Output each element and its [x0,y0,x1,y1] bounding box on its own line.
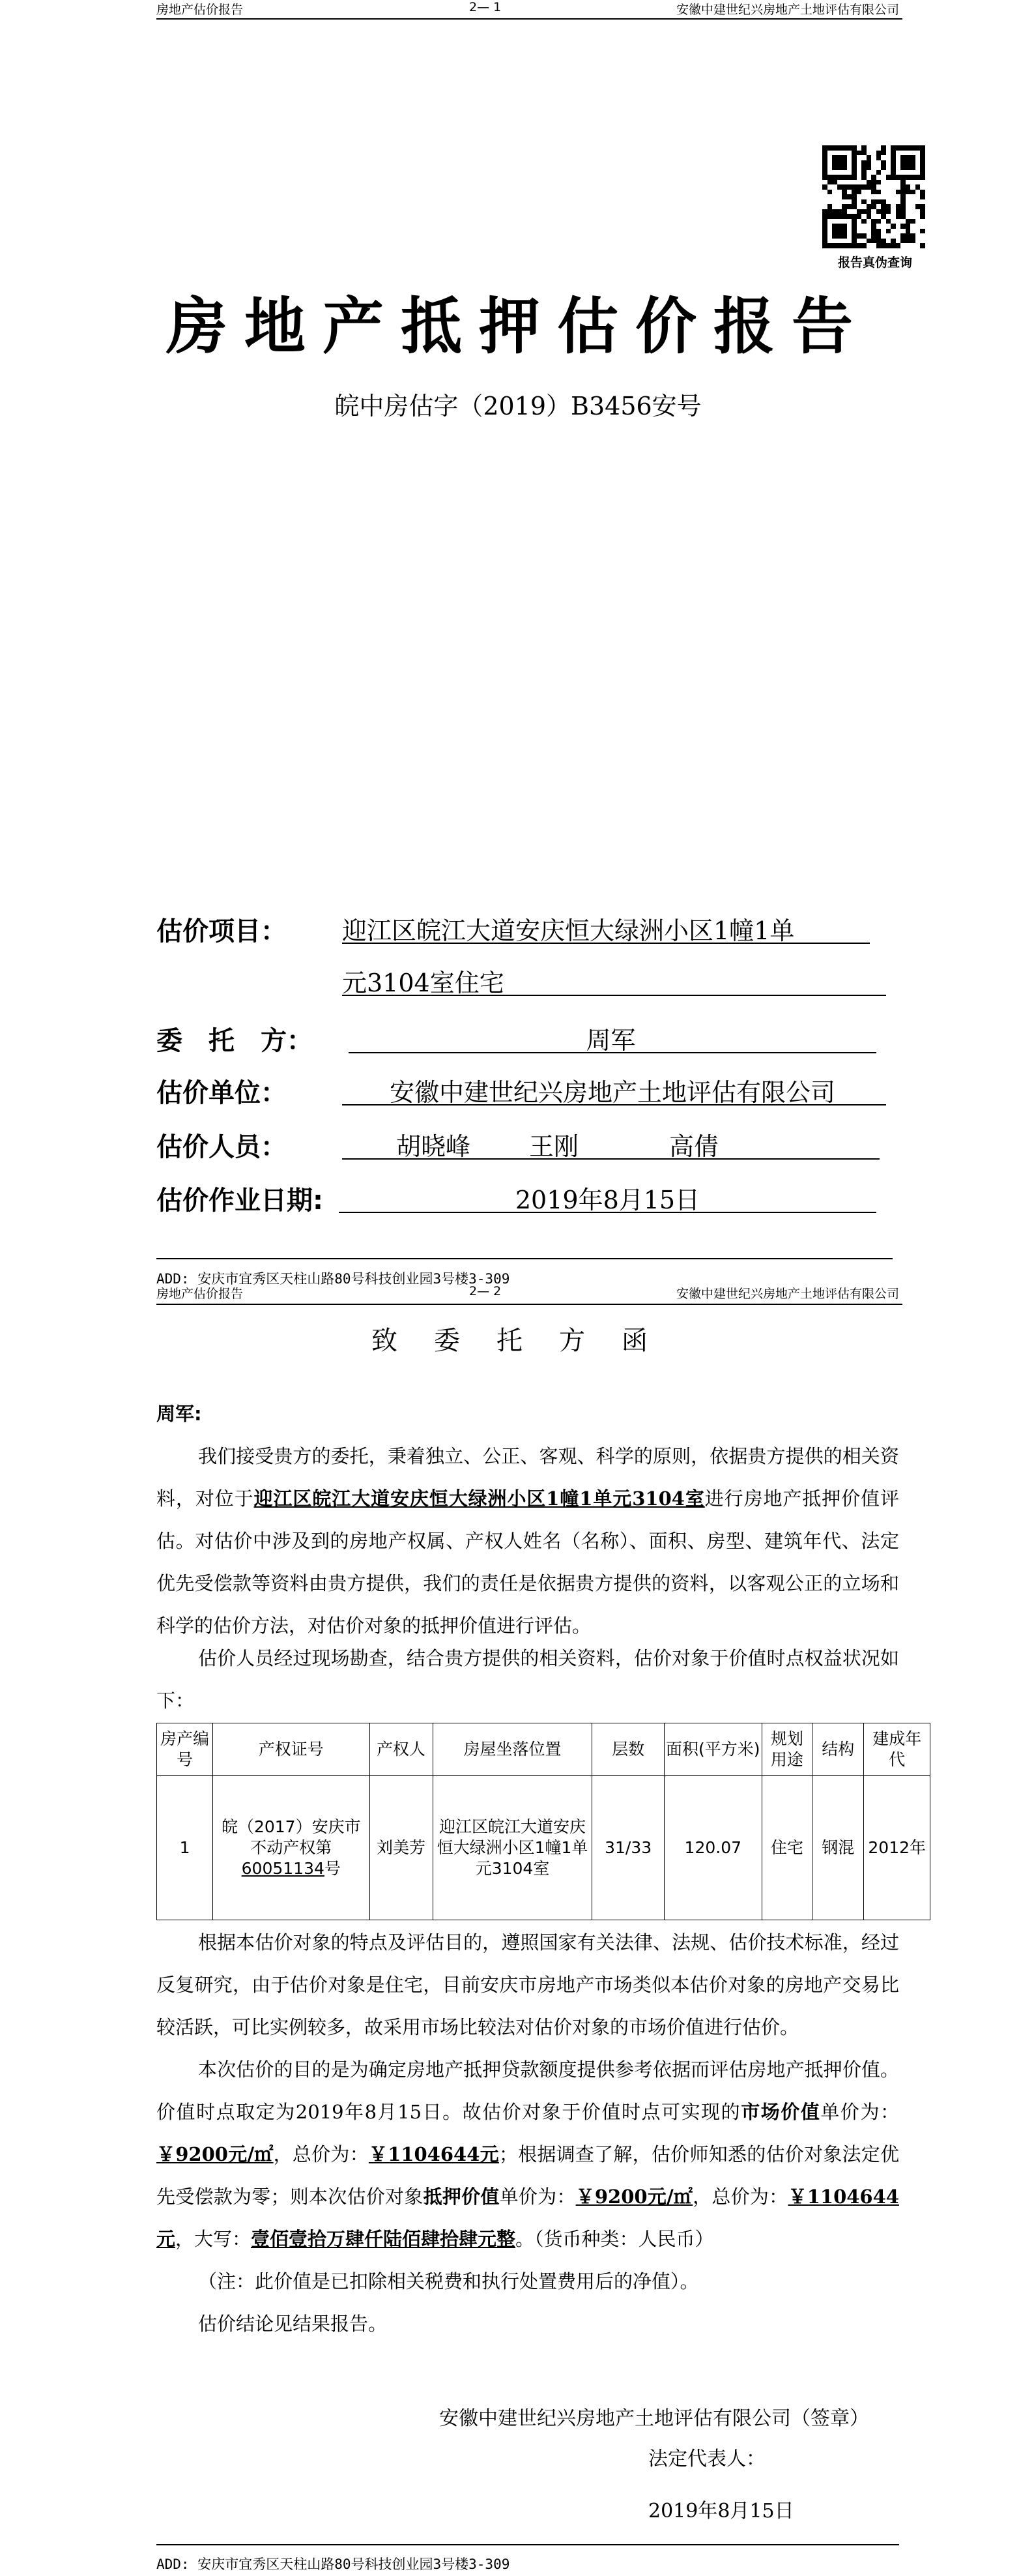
cert-text: 号 [324,1858,341,1878]
cell-use: 住宅 [762,1776,812,1920]
footer-address: ADD: 安庆市宜秀区天柱山路80号科技创业园3号楼3-309 [156,1271,510,1287]
project-value-line2: 元3104室住宅 [342,969,504,997]
appraiser-unit-value: 安徽中建世纪兴房地产土地评估有限公司 [389,1078,835,1107]
mortgage-total-price: ￥1104644元 [156,2186,899,2250]
p4-text: ，大写： [175,2228,251,2250]
p4-text: ，总价为： [273,2143,369,2165]
mortgage-unit-price: ￥9200元/㎡ [575,2186,693,2208]
property-address: 迎江区皖江大道安庆恒大绿洲小区1幢1单元3104室 [253,1487,705,1510]
header-right: 安徽中建世纪兴房地产土地评估有限公司 [676,3,899,17]
col-header: 层数 [592,1723,664,1776]
paragraph-3: 根据本估价对象的特点及评估目的，遵照国家有关法律、法规、估价技术标准，经过反复研究，由于估价对象是住宅，目前安庆市房地产市场类似本估价对象的房地产交易比较活跃，可比实例较多，故采用市场比较法对估价对象的市场价值进行估价。 [156,1931,899,2038]
underline [342,1104,886,1105]
header-left: 房地产估价报告 [156,1287,244,1301]
cert-number: 60051134 [241,1858,324,1878]
col-header: 建成年代 [864,1723,930,1776]
col-header: 结构 [812,1723,864,1776]
col-header: 房产编号 [157,1723,213,1776]
market-value-label: 市场价值 [741,2101,821,2123]
mortgage-value-label: 抵押价值 [423,2186,500,2208]
project-value-line1: 迎江区皖江大道安庆恒大绿洲小区1幢1单 [342,916,795,945]
header-rule [156,18,902,20]
letter-title: 致委托方函 [371,1326,684,1356]
header-right: 安徽中建世纪兴房地产土地评估有限公司 [676,1287,899,1301]
header-left: 房地产估价报告 [156,3,244,17]
footer-address: ADD: 安庆市宜秀区天柱山路80号科技创业园3号楼3-309 [156,2556,510,2572]
table-header-row [157,1723,930,1776]
cert-text: 皖（2017）安庆市不动产权第 [221,1817,361,1857]
p4-text: 单价为： [820,2101,899,2123]
note: （注：此价值是已扣除相关税费和执行处置费用后的净值）。 [198,2270,699,2292]
cell-floors: 31/33 [592,1776,664,1920]
underline [349,1052,876,1053]
col-header: 规划用途 [762,1723,812,1776]
col-header: 产权证号 [213,1723,369,1776]
p1-text: 我们接受贵方的委托，秉着独立、公正、客观、科学的原则，依据贵方提供的相关资料，对位于 [156,1445,899,1510]
page2-running-header [156,1284,899,1300]
underline [339,1212,876,1213]
header-rule [156,1304,902,1305]
cell-owner: 刘美芳 [369,1776,433,1920]
header-page-number: 2— 1 [469,0,502,14]
col-header: 产权人 [369,1723,433,1776]
appraisers-label: 估价人员： [156,1132,287,1162]
footer-rule [156,2544,899,2545]
paragraph-1 [156,1435,899,1647]
p4-text: ；根据调查了解，估价师知悉的估价对象法定优先受偿款为零；则本次估价对象 [156,2143,899,2208]
p4-text: 本次估价的目的是为确定房地产抵押贷款额度提供参考依据而评估房地产抵押价值。价值时点取定为2019年8月15日。故估价对象于价值时点可实现的 [156,2058,899,2123]
appraiser-name-1: 胡晓峰 [395,1132,470,1161]
date-value: 2019年8月15日 [515,1186,700,1214]
cell-location: 迎江区皖江大道安庆恒大绿洲小区1幢1单元3104室 [433,1776,592,1920]
p4-text: 。（货币种类：人民币） [515,2228,714,2250]
signature-representative: 法定代表人： [648,2448,766,2470]
col-header: 面积(平方米) [664,1723,762,1776]
paragraph-4 [156,2049,899,2261]
qr-code-icon[interactable] [822,145,925,248]
salutation: 周军: [156,1403,202,1425]
table-row [157,1776,930,1920]
underline [342,943,870,944]
underline [342,1158,880,1160]
appraiser-unit-label: 估价单位： [156,1078,287,1108]
appraiser-name-2: 王刚 [528,1132,579,1161]
paragraph-2: 估价人员经过现场勘查，结合贵方提供的相关资料，估价对象于价值时点权益状况如下： [156,1647,899,1712]
cell-cert [213,1776,369,1920]
signature-company: 安徽中建世纪兴房地产土地评估有限公司（签章） [439,2407,869,2430]
qr-caption: 报告真伪查询 [837,256,912,270]
page1-running-header [156,0,899,16]
market-total-price: ￥1104644元 [368,2143,499,2165]
property-table [156,1723,930,1920]
cell-area: 120.07 [664,1776,762,1920]
cell-no: 1 [157,1776,213,1920]
signature-date: 2019年8月15日 [648,2500,794,2523]
report-title: 房地产抵押估价报告 [165,291,870,362]
cell-year: 2012年 [864,1776,930,1920]
col-header: 房屋坐落位置 [433,1723,592,1776]
p1-text: 进行房地产抵押价值评估。对估价中涉及到的房地产权属、产权人姓名（名称）、面积、房型、建筑年代、法定优先受偿款等资料由贵方提供，我们的责任是依据贵方提供的资料，以客观公正的立场和科学的估价方法，对估价对象的抵押价值进行评估。 [156,1487,899,1637]
header-page-number: 2— 2 [469,1284,502,1298]
underline [342,995,886,996]
client-label: 委 托 方： [156,1026,313,1056]
footer-rule [156,1258,893,1259]
market-unit-price: ￥9200元/㎡ [156,2143,274,2165]
cell-structure: 钢混 [812,1776,864,1920]
amount-in-words: 壹佰壹拾万肆仟陆佰肆拾肆元整 [251,2228,516,2250]
date-label: 估价作业日期: [156,1186,323,1216]
document-number: 皖中房估字（2019）B3456安号 [334,392,702,420]
appraiser-name-3: 高倩 [668,1132,719,1161]
p4-text: ，总价为： [693,2186,788,2208]
project-label: 估价项目： [156,916,287,946]
conclusion: 估价结论见结果报告。 [198,2313,388,2335]
client-value: 周军 [586,1026,636,1055]
p4-text: 单价为： [499,2186,576,2208]
